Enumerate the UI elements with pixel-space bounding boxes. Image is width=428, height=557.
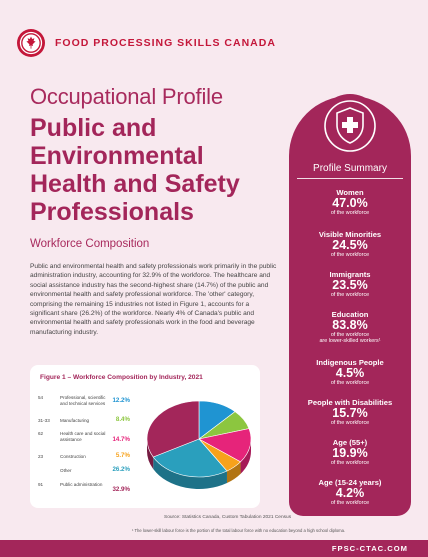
stat-sub: of the workforce — [330, 210, 370, 216]
stat-people-with-disabilities — [289, 398, 411, 426]
profile-summary-header: Profile Summary — [313, 163, 387, 174]
stat-label: Age (55+) — [332, 438, 368, 447]
legend-label: Manufacturing — [60, 418, 90, 423]
stat-value: 4.5% — [335, 366, 365, 380]
legend-code: 31-33 — [38, 418, 50, 423]
stat-label: People with Disabilities — [307, 398, 393, 407]
stat-label: Women — [336, 188, 364, 197]
divider — [297, 178, 403, 179]
title-line: Environmental — [30, 142, 204, 170]
stat-sub: of the workforce — [330, 500, 370, 506]
stat-sub: of the workforce — [330, 380, 370, 386]
section-heading: Workforce Composition — [30, 238, 150, 250]
legend-label: Professional, scientific and technical services — [60, 395, 106, 406]
stat-value: 19.9% — [332, 446, 368, 460]
legend-label: Other — [60, 468, 72, 473]
legend-label: Construction — [60, 454, 86, 459]
title-line: Professionals — [30, 198, 194, 226]
stat-women — [289, 188, 411, 216]
stat-value: 47.0% — [332, 196, 368, 210]
section-body: Public and environmental health and safety professionals work primarily in the public administration industry, accounting for 32.9% of the workforce. The healthcare and social assistance industry has the second-highest share (14.7%) of the public and environmental health and safety professional workforce. The 'other' category, comprising the remaining 15 industries not listed in Figure 1, accounts for a significant share (26.2%) of the workforce. Nearly 4% of Canada's public and environmental health and safety professionals work in the food and beverage manufacturing industry. — [30, 263, 277, 336]
stat-value: 4.2% — [335, 486, 365, 500]
stat-sub: of the workforce — [330, 420, 370, 426]
source-note: Source: Statistics Canada, Custom Tabulation 2021 Census — [164, 515, 292, 520]
footnote: ¹ The lower-skill labour force is the portion of the total labour force with no education beyond a high school diploma. — [132, 528, 346, 533]
stat-label: Immigrants — [329, 270, 371, 279]
header — [16, 26, 276, 60]
stat-sub: of the workforce — [330, 460, 370, 466]
eyebrow-text: Occupational Profile — [30, 84, 223, 109]
stat-education — [289, 310, 411, 345]
maple-leaf-circle-icon — [16, 28, 46, 58]
title-line: Public and — [30, 114, 157, 142]
legend-value: 14.7% — [112, 436, 130, 443]
pie-chart — [142, 393, 257, 501]
stat-age-15-24 — [289, 478, 411, 506]
stat-age-55-plus — [289, 438, 411, 466]
stat-label: Indigenous People — [316, 358, 384, 367]
stat-value: 24.5% — [332, 238, 368, 252]
stat-value: 15.7% — [332, 406, 368, 420]
stat-sub: of the workforce — [330, 252, 370, 258]
page-title — [30, 114, 288, 226]
stat-sub: of the workforce — [330, 292, 370, 298]
stat-immigrants — [289, 270, 411, 298]
stat-label: Age (15-24 years) — [318, 478, 382, 487]
brand-name: FOOD PROCESSING SKILLS CANADA — [55, 37, 276, 49]
title-line: Health and Safety — [30, 170, 240, 198]
website-link[interactable]: FPSC-CTAC.COM — [331, 544, 408, 553]
legend-label: Health care and social assistance — [60, 431, 106, 442]
stat-value: 23.5% — [332, 278, 368, 292]
stat-sub: of the workforce — [330, 332, 370, 338]
stat-label: Visible Minorities — [318, 230, 382, 239]
stat-visible-minorities — [289, 230, 411, 258]
legend-code: 62 — [38, 431, 44, 436]
legend-value: 32.9% — [112, 486, 130, 493]
profile-summary-sidebar — [289, 96, 411, 516]
stat-sub-2: are lower-skilled workers¹ — [319, 338, 381, 345]
legend-value: 8.4% — [115, 416, 130, 423]
stat-indigenous-people — [289, 358, 411, 386]
legend-label: Public administration — [60, 482, 103, 487]
legend-code: 23 — [38, 454, 44, 459]
stat-value: 83.8% — [332, 318, 368, 332]
legend-value: 5.7% — [115, 452, 130, 459]
legend-code: 54 — [38, 395, 44, 400]
health-shield-icon — [310, 92, 390, 164]
footer-bar — [0, 540, 428, 557]
figure-title: Figure 1 – Workforce Composition by Industry, 2021 — [40, 374, 203, 381]
legend-code: 91 — [38, 482, 44, 487]
legend-value: 12.2% — [112, 397, 130, 404]
figure-card — [30, 365, 260, 508]
stat-label: Education — [331, 310, 369, 319]
legend-value: 26.2% — [112, 466, 130, 473]
